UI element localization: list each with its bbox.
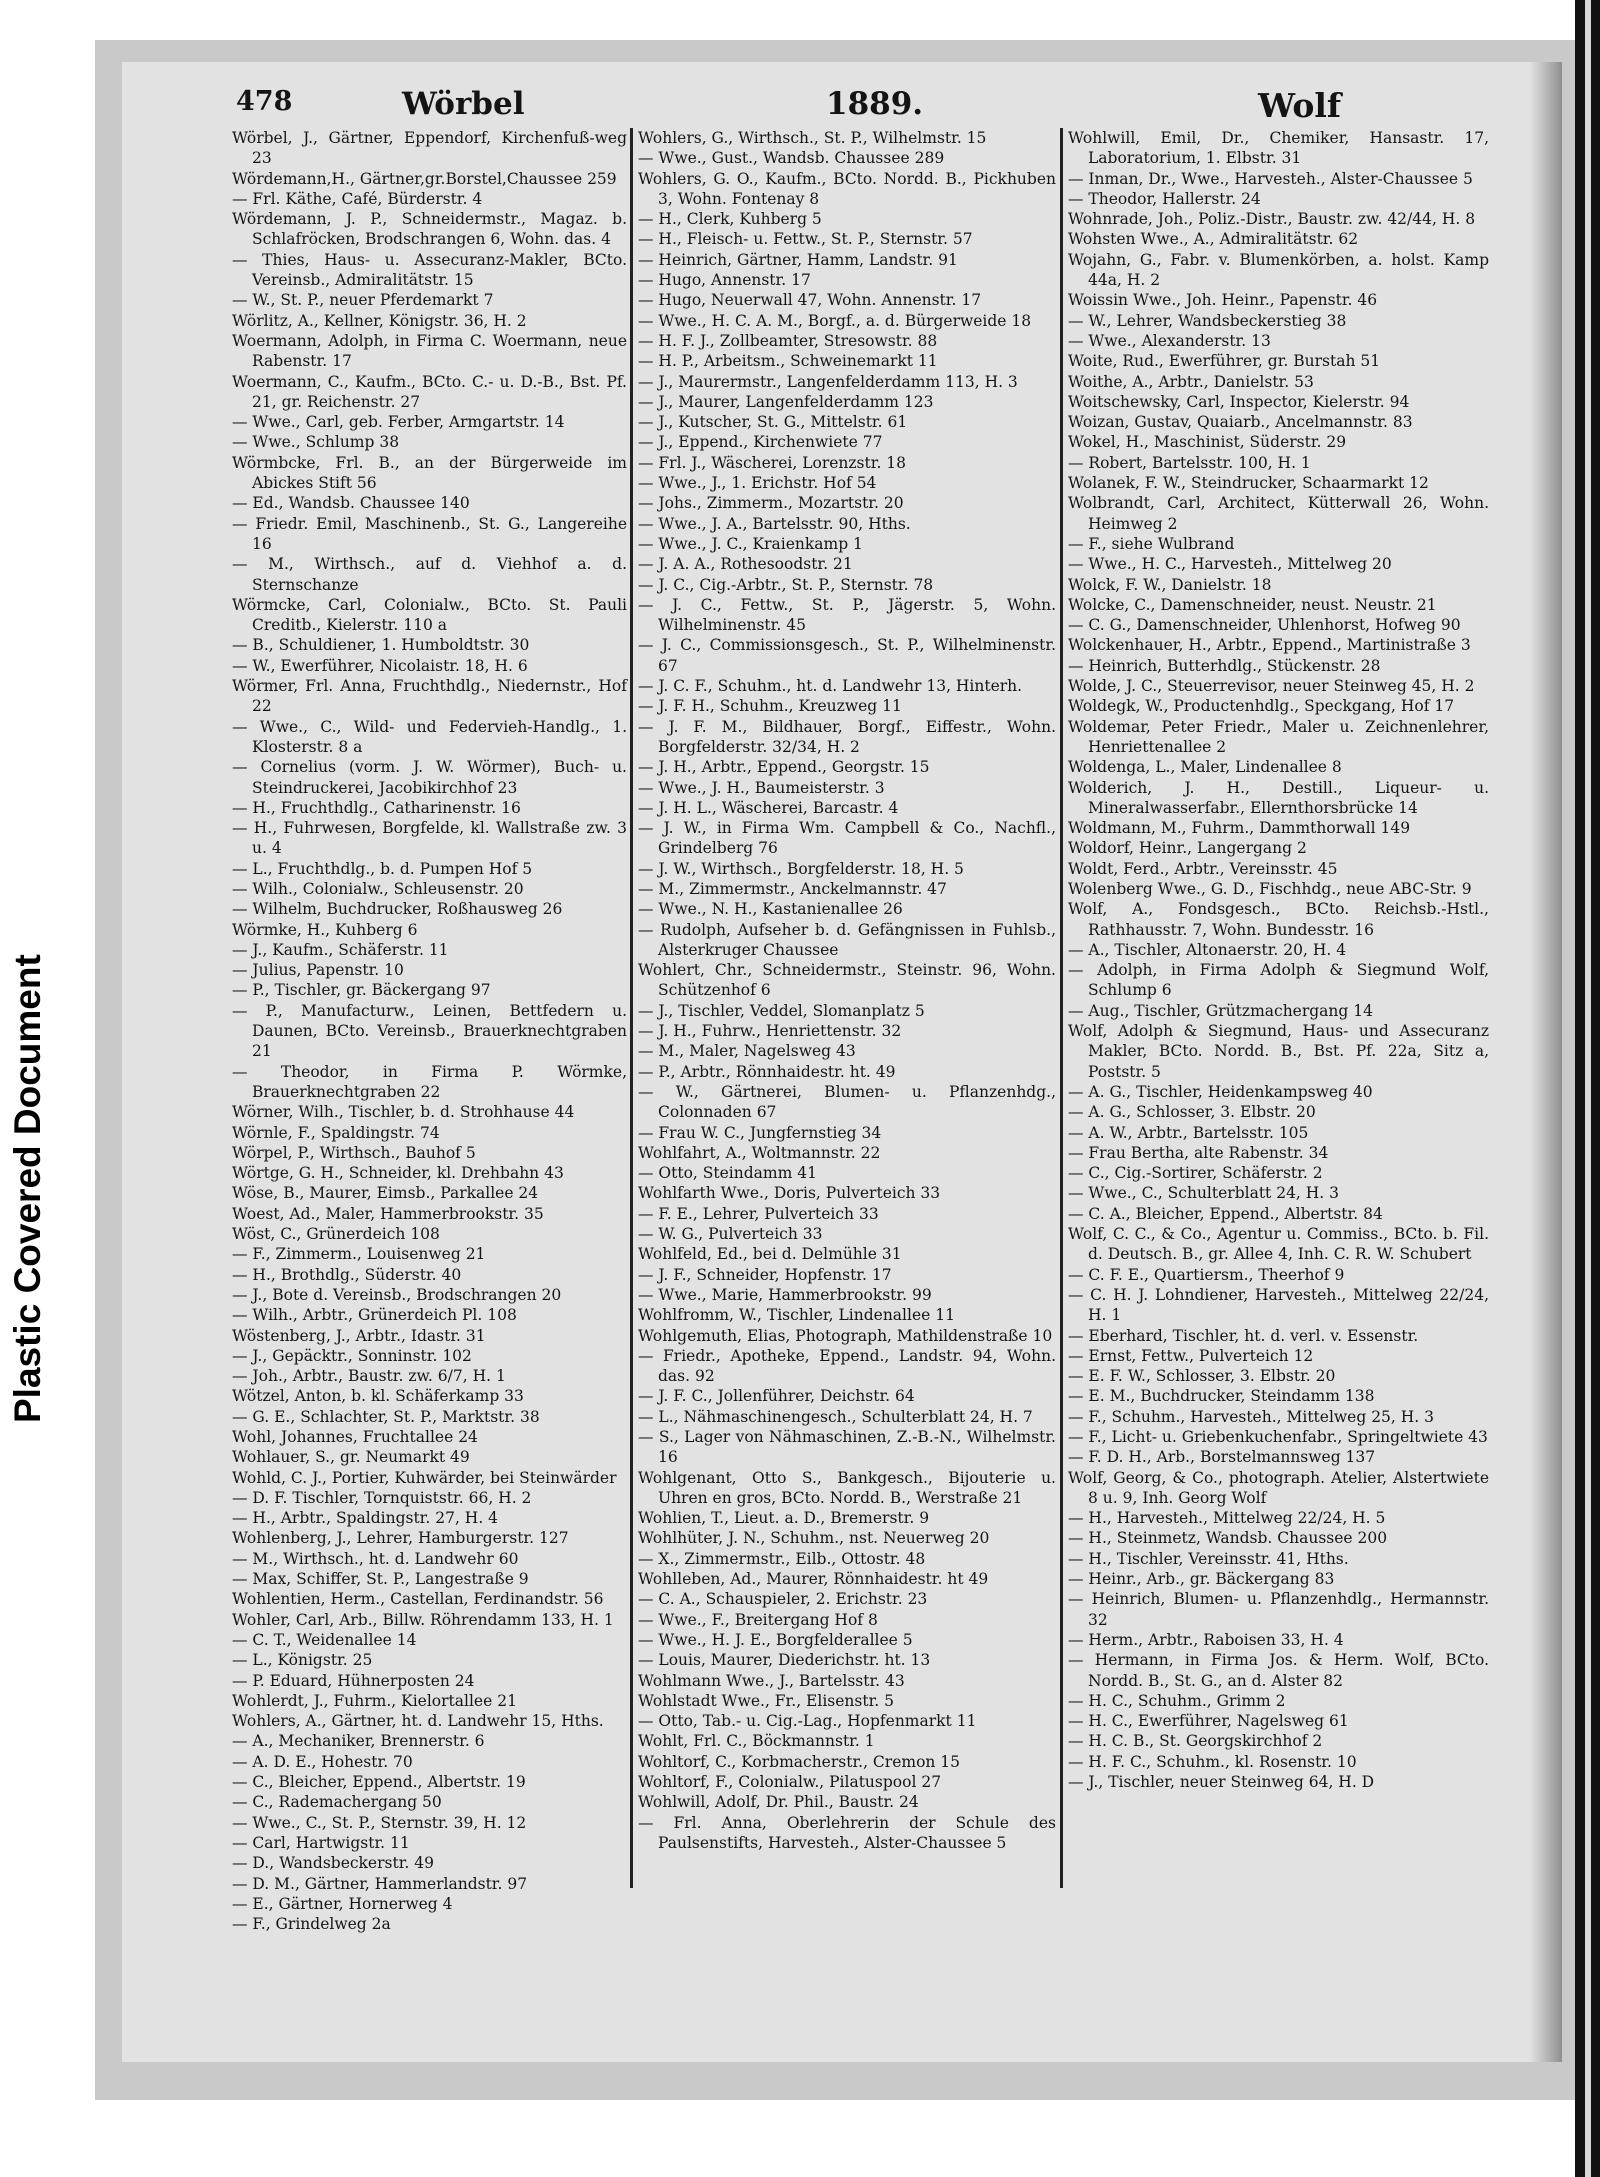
directory-entry: Woermann, Adolph, in Firma C. Woermann, neue Rabenstr. 17 — [232, 331, 627, 371]
directory-entry: — Friedr. Emil, Maschinenb., St. G., Langereihe 16 — [232, 514, 627, 553]
directory-entry: — Julius, Papenstr. 10 — [232, 961, 404, 980]
directory-entry: — Thies, Haus- u. Assecuranz-Makler, BCto. Vereinsb., Admiralitätstr. 15 — [232, 250, 627, 290]
directory-entry: — Wwe., J. H., Baumeisterstr. 3 — [638, 778, 885, 797]
directory-entry: — A. G., Tischler, Heidenkampsweg 40 — [1068, 1082, 1373, 1101]
directory-entry: — A., Tischler, Altonaerstr. 20, H. 4 — [1068, 940, 1347, 959]
directory-entry: Wohnrade, Joh., Poliz.-Distr., Baustr. zw. 42/44, H. 8 — [1068, 210, 1476, 229]
directory-entry: Wötzel, Anton, b. kl. Schäferkamp 33 — [232, 1387, 524, 1406]
directory-entry: — Carl, Hartwigstr. 11 — [232, 1833, 410, 1852]
directory-entry: Wolck, F. W., Danielstr. 18 — [1068, 575, 1272, 594]
directory-entry: — F., Zimmerm., Louisenweg 21 — [232, 1245, 486, 1264]
directory-entry: — H., Fuhrwesen, Borgfelde, kl. Wallstraße zw. 3 u. 4 — [232, 819, 627, 858]
directory-entry: — M., Wirthsch., ht. d. Landwehr 60 — [232, 1549, 519, 1568]
directory-entry: — Wwe., Marie, Hammerbrookstr. 99 — [638, 1285, 932, 1304]
directory-entry: — Louis, Maurer, Diederichstr. ht. 13 — [638, 1651, 931, 1670]
directory-entry: — X., Zimmermstr., Eilb., Ottostr. 48 — [638, 1549, 926, 1568]
directory-entry: — C. T., Weidenallee 14 — [232, 1630, 417, 1649]
directory-entry: — Wwe., J. C., Kraienkamp 1 — [638, 534, 863, 553]
directory-entry: — J. F. H., Schuhm., Kreuzweg 11 — [638, 697, 902, 716]
directory-entry: Wohlauer, S., gr. Neumarkt 49 — [232, 1448, 470, 1467]
directory-entry: — F. D. H., Arb., Borstelmannsweg 137 — [1068, 1448, 1376, 1467]
directory-entry: — H., Steinmetz, Wandsb. Chaussee 200 — [1068, 1529, 1388, 1548]
directory-entry: — J. C., Fettw., St. P., Jägerstr. 5, Wohn. Wilhelminenstr. 45 — [638, 595, 1056, 635]
directory-entry: — C. A., Bleicher, Eppend., Albertstr. 84 — [1068, 1204, 1383, 1223]
directory-entry: Wörbel, J., Gärtner, Eppendorf, Kirchenfuß-weg 23 — [232, 129, 627, 168]
directory-entry: — W., Lehrer, Wandsbeckerstieg 38 — [1068, 311, 1347, 330]
directory-entry: Wolf, C. C., & Co., Agentur u. Commiss., BCto. b. Fil. d. Deutsch. B., gr. Allee 4, Inh. C. R. W. Schubert — [1068, 1225, 1489, 1264]
directory-entry: — J., Tischler, neuer Steinweg 64, H. D — [1068, 1773, 1375, 1792]
side-label: Plastic Covered Document — [7, 954, 48, 1423]
directory-entry: — H., Fleisch- u. Fettw., St. P., Sternstr. 57 — [638, 230, 973, 249]
directory-entry: — Frl. Anna, Oberlehrerin der Schule des Paulsenstifts, Harvesteh., Alster-Chaussee 5 — [638, 1813, 1056, 1852]
directory-entry: — P. Eduard, Hühnerposten 24 — [232, 1671, 475, 1690]
directory-entry: — J. F. C., Jollenführer, Deichstr. 64 — [638, 1387, 915, 1406]
directory-entry: — Cornelius (vorm. J. W. Wörmer), Buch- u. Steindruckerei, Jacobikirchhof 23 — [232, 758, 627, 797]
directory-entry: — Otto, Tab.- u. Cig.-Lag., Hopfenmarkt 11 — [638, 1712, 977, 1731]
directory-entry: — J., Bote d. Vereinsb., Brodschrangen 20 — [232, 1285, 562, 1304]
directory-entry: Wolderich, J. H., Destill., Liqueur- u. Mineralwasserfabr., Ellernthorsbrücke 14 — [1068, 778, 1489, 817]
directory-entry: — Wwe., C., Wild- und Federvieh-Handlg., 1. Klosterstr. 8 a — [232, 717, 627, 756]
directory-entry: — M., Maler, Nagelsweg 43 — [638, 1042, 856, 1061]
directory-entry: Wohlleben, Ad., Maurer, Rönnhaidestr. ht 49 — [638, 1570, 989, 1589]
directory-entry: — Wilh., Colonialw., Schleusenstr. 20 — [232, 879, 524, 898]
directory-entry: — Wwe., C., Schulterblatt 24, H. 3 — [1068, 1184, 1340, 1203]
directory-entry: — Herm., Arbtr., Raboisen 33, H. 4 — [1068, 1630, 1344, 1649]
directory-entry: Woermann, C., Kaufm., BCto. C.- u. D.-B., Bst. Pf. 21, gr. Reichenstr. 27 — [232, 372, 627, 411]
directory-entry: Wohlfahrt, A., Woltmannstr. 22 — [638, 1143, 881, 1162]
directory-column-3 — [1068, 128, 1489, 1908]
directory-entry: Wohl, Johannes, Fruchtallee 24 — [232, 1428, 478, 1446]
directory-entry: — G. E., Schlachter, St. P., Marktstr. 38 — [232, 1407, 540, 1426]
directory-entry: — Wwe., H. C. A. M., Borgf., a. d. Bürgerweide 18 — [638, 311, 1032, 330]
directory-entry: — C. A., Schauspieler, 2. Erichstr. 23 — [638, 1590, 928, 1609]
directory-entry: — H. C., Schuhm., Grimm 2 — [1068, 1691, 1286, 1710]
directory-entry: — P., Tischler, gr. Bäckergang 97 — [232, 981, 491, 1000]
directory-entry: Wohlentien, Herm., Castellan, Ferdinandstr. 56 — [232, 1590, 604, 1609]
directory-entry: — A., Mechaniker, Brennerstr. 6 — [232, 1732, 485, 1751]
directory-entry: — E. F. W., Schlosser, 3. Elbstr. 20 — [1068, 1367, 1336, 1386]
directory-entry: Woldenga, L., Maler, Lindenallee 8 — [1068, 758, 1342, 777]
directory-entry: — Wilh., Arbtr., Grünerdeich Pl. 108 — [232, 1306, 517, 1325]
page-number: 478 — [236, 86, 293, 117]
directory-entry: Woldorf, Heinr., Langergang 2 — [1068, 839, 1307, 858]
directory-entry: — H., Harvesteh., Mittelweg 22/24, H. 5 — [1068, 1509, 1386, 1528]
directory-entry: — L., Königstr. 25 — [232, 1651, 373, 1670]
directory-entry: Wörtge, G. H., Schneider, kl. Drehbahn 43 — [232, 1164, 564, 1183]
directory-entry: — Joh., Arbtr., Baustr. zw. 6/7, H. 1 — [232, 1367, 506, 1386]
directory-entry: — Wwe., Gust., Wandsb. Chaussee 289 — [638, 149, 945, 168]
directory-entry: — J. C., Cig.-Arbtr., St. P., Sternstr. 78 — [638, 575, 934, 594]
directory-entry: Wohlmann Wwe., J., Bartelsstr. 43 — [638, 1671, 905, 1690]
directory-entry: Wolf, Adolph & Siegmund, Haus- und Assecuranz Makler, BCto. Nordd. B., Bst. Pf. 22a, Sitz a, Poststr. 5 — [1068, 1022, 1489, 1081]
directory-entry: — J. C., Commissionsgesch., St. P., Wilhelminenstr. 67 — [638, 636, 1056, 675]
directory-entry: — H., Arbtr., Spaldingstr. 27, H. 4 — [232, 1509, 499, 1528]
left-running-head: Wörbel — [402, 86, 525, 122]
directory-entry: — Wwe., J. A., Bartelsstr. 90, Hths. — [638, 514, 911, 533]
directory-entry: — P., Manufacturw., Leinen, Bettfedern u. Daunen, BCto. Vereinsb., Brauerknechtgraben 21 — [232, 1001, 627, 1061]
directory-entry: Wolckenhauer, H., Arbtr., Eppend., Martinistraße 3 — [1068, 636, 1471, 655]
directory-entry: Wolanek, F. W., Steindrucker, Schaarmarkt 12 — [1068, 474, 1429, 493]
directory-entry: — D., Wandsbeckerstr. 49 — [232, 1854, 434, 1873]
directory-entry: Wörmer, Frl. Anna, Fruchthdlg., Niedernstr., Hof 22 — [232, 677, 627, 716]
directory-entry: Woldemar, Peter Friedr., Maler u. Zeichnenlehrer, Henriettenallee 2 — [1068, 717, 1489, 756]
directory-entry: — Heinrich, Butterhdlg., Stückenstr. 28 — [1068, 656, 1381, 675]
column-rule-left — [630, 128, 633, 1888]
directory-entry: — L., Fruchthdlg., b. d. Pumpen Hof 5 — [232, 859, 533, 878]
directory-entry: — S., Lager von Nähmaschinen, Z.-B.-N., Wilhelmstr. 16 — [638, 1428, 1056, 1467]
directory-entry: Wolenberg Wwe., G. D., Fischhdg., neue ABC-Str. 9 — [1068, 879, 1472, 898]
directory-entry: — W., St. P., neuer Pferdemarkt 7 — [232, 291, 494, 310]
directory-entry: — B., Schuldiener, 1. Humboldtstr. 30 — [232, 636, 530, 655]
directory-entry: — W., Ewerführer, Nicolaistr. 18, H. 6 — [232, 656, 528, 675]
directory-entry: — Frau W. C., Jungfernstieg 34 — [638, 1123, 882, 1142]
directory-entry: — Eberhard, Tischler, ht. d. verl. v. Essenstr. — [1068, 1326, 1419, 1345]
directory-entry: Wohlt, Frl. C., Böckmannstr. 1 — [638, 1732, 875, 1751]
directory-entry: — Max, Schiffer, St. P., Langestraße 9 — [232, 1570, 529, 1589]
directory-entry: — Wilhelm, Buchdrucker, Roßhausweg 26 — [232, 900, 563, 919]
directory-entry: — H., Fruchthdlg., Catharinenstr. 16 — [232, 798, 521, 817]
directory-entry: — J. C. F., Schuhm., ht. d. Landwehr 13, Hinterh. — [638, 677, 1023, 696]
directory-entry: Wohlgemuth, Elias, Photograph, Mathildenstraße 10 — [638, 1326, 1053, 1345]
directory-entry: Wörpel, P., Wirthsch., Bauhof 5 — [232, 1143, 476, 1162]
directory-entry: — F., Schuhm., Harvesteh., Mittelweg 25, H. 3 — [1068, 1407, 1435, 1426]
directory-entry: Wolf, Georg, & Co., photograph. Atelier, Alstertwiete 8 u. 9, Inh. Georg Wolf — [1068, 1468, 1489, 1507]
directory-entry: — C., Rademachergang 50 — [232, 1793, 442, 1812]
directory-entry: — J., Eppend., Kirchenwiete 77 — [638, 433, 883, 452]
directory-entry: — Friedr., Apotheke, Eppend., Landstr. 94, Wohn. das. 92 — [638, 1346, 1056, 1386]
directory-entry: — J. H., Arbtr., Eppend., Georgstr. 15 — [638, 758, 930, 777]
directory-entry: — J., Maurer, Langenfelderdamm 123 — [638, 392, 934, 411]
directory-entry: — Rudolph, Aufseher b. d. Gefängnissen in Fuhlsb., Alsterkruger Chaussee — [638, 920, 1056, 959]
directory-entry: — J. W., Wirthsch., Borgfelderstr. 18, H. 5 — [638, 859, 964, 878]
directory-entry: — Frau Bertha, alte Rabenstr. 34 — [1068, 1143, 1329, 1162]
directory-entry: — C. F. E., Quartiersm., Theerhof 9 — [1068, 1265, 1345, 1284]
directory-entry: — J., Gepäcktr., Sonninstr. 102 — [232, 1346, 472, 1365]
directory-entry: — C. G., Damenschneider, Uhlenhorst, Hofweg 90 — [1068, 616, 1461, 635]
directory-entry: — Wwe., Schlump 38 — [232, 433, 400, 452]
page-edge-shadow — [1530, 62, 1562, 2062]
directory-entry: Wörmcke, Carl, Colonialw., BCto. St. Pauli Creditb., Kielerstr. 110 a — [232, 595, 627, 635]
directory-entry: — J. F., Schneider, Hopfenstr. 17 — [638, 1265, 892, 1284]
directory-entry: — Heinrich, Blumen- u. Pflanzenhdlg., Hermannstr. 32 — [1068, 1590, 1489, 1629]
directory-entry: — Wwe., F., Breitergang Hof 8 — [638, 1610, 878, 1629]
directory-entry: — Wwe., H. J. E., Borgfelderallee 5 — [638, 1630, 913, 1649]
directory-entry: Woizan, Gustav, Quaiarb., Ancelmannstr. 83 — [1068, 413, 1413, 432]
directory-entry: Woite, Rud., Ewerführer, gr. Burstah 51 — [1068, 352, 1381, 371]
directory-entry: Wohlfarth Wwe., Doris, Pulverteich 33 — [638, 1184, 941, 1203]
directory-entry: — Aug., Tischler, Grützmachergang 14 — [1068, 1001, 1373, 1020]
directory-entry: — E. M., Buchdrucker, Steindamm 138 — [1068, 1387, 1375, 1406]
directory-entry: Wohler, Carl, Arb., Billw. Röhrendamm 133, H. 1 — [232, 1610, 614, 1629]
directory-entry: Wörner, Wilh., Tischler, b. d. Strohhause 44 — [232, 1103, 575, 1122]
directory-entry: Woest, Ad., Maler, Hammerbrookstr. 35 — [232, 1204, 544, 1223]
directory-entry: Wohlenberg, J., Lehrer, Hamburgerstr. 127 — [232, 1529, 569, 1548]
directory-entry: — H., Brothdlg., Süderstr. 40 — [232, 1265, 462, 1284]
directory-entry: Wohlfeld, Ed., bei d. Delmühle 31 — [638, 1245, 902, 1264]
directory-entry: Wöstenberg, J., Arbtr., Idastr. 31 — [232, 1326, 486, 1345]
directory-entry: Woldt, Ferd., Arbtr., Vereinsstr. 45 — [1068, 859, 1338, 878]
directory-entry: Wohlhüter, J. N., Schuhm., nst. Neuerweg 20 — [638, 1529, 990, 1548]
directory-entry: — J. W., in Firma Wm. Campbell & Co., Nachfl., Grindelberg 76 — [638, 819, 1056, 858]
directory-entry: — Wwe., N. H., Kastanienallee 26 — [638, 900, 903, 919]
directory-entry: — Wwe., Carl, geb. Ferber, Armgartstr. 14 — [232, 413, 565, 432]
directory-entry: Wohlwill, Adolf, Dr. Phil., Baustr. 24 — [638, 1793, 919, 1812]
directory-entry: Woissin Wwe., Joh. Heinr., Papenstr. 46 — [1068, 291, 1378, 310]
column-rule-right — [1060, 128, 1063, 1888]
directory-entry: Wohld, C. J., Portier, Kuhwärder, bei Steinwärder — [232, 1468, 617, 1487]
directory-entry: Woitschewsky, Carl, Inspector, Kielerstr. 94 — [1068, 392, 1410, 411]
directory-entry: — H. P., Arbeitsm., Schweinemarkt 11 — [638, 352, 938, 371]
directory-column-1 — [232, 128, 627, 1934]
directory-entry: — Heinrich, Gärtner, Hamm, Landstr. 91 — [638, 250, 958, 269]
directory-entry: — Wwe., H. C., Harvesteh., Mittelweg 20 — [1068, 555, 1392, 574]
directory-entry: — H., Tischler, Vereinsstr. 41, Hths. — [1068, 1549, 1349, 1568]
directory-entry: Woldegk, W., Productenhdlg., Speckgang, Hof 17 — [1068, 697, 1455, 716]
directory-entry: Wörmke, H., Kuhberg 6 — [232, 920, 418, 939]
directory-entry: — E., Gärtner, Hornerweg 4 — [232, 1894, 453, 1913]
directory-entry: Wördemann, J. P., Schneidermstr., Magaz. b. Schlafröcken, Brodschrangen 6, Wohn. das. 4 — [232, 210, 627, 249]
directory-entry: — Hugo, Neuerwall 47, Wohn. Annenstr. 17 — [638, 291, 982, 310]
directory-entry: — Otto, Steindamm 41 — [638, 1164, 817, 1183]
directory-entry: — Hermann, in Firma Jos. & Herm. Wolf, BCto. Nordd. B., St. G., an d. Alster 82 — [1068, 1651, 1489, 1690]
directory-entry: — Inman, Dr., Wwe., Harvesteh., Alster-Chaussee 5 — [1068, 169, 1473, 188]
directory-entry: Woldmann, M., Fuhrm., Dammthorwall 149 — [1068, 819, 1411, 838]
directory-entry: — A. D. E., Hohestr. 70 — [232, 1752, 413, 1771]
directory-entry: — Wwe., C., St. P., Sternstr. 39, H. 12 — [232, 1813, 527, 1832]
directory-entry: Wohlers, A., Gärtner, ht. d. Landwehr 15, Hths. — [232, 1712, 604, 1731]
directory-entry: — J., Kutscher, St. G., Mittelstr. 61 — [638, 413, 908, 432]
directory-entry: Wörnle, F., Spaldingstr. 74 — [232, 1123, 440, 1142]
scan-edge-highlight — [1585, 0, 1591, 2177]
directory-entry: — D. F. Tischler, Tornquiststr. 66, H. 2 — [232, 1488, 532, 1507]
directory-entry: — Wwe., Alexanderstr. 13 — [1068, 331, 1271, 350]
directory-entry: — M., Wirthsch., auf d. Viehhof a. d. Sternschanze — [232, 555, 627, 594]
directory-entry: — J., Kaufm., Schäferstr. 11 — [232, 940, 449, 959]
directory-entry: — F., Licht- u. Griebenkuchenfabr., Springeltwiete 43 — [1068, 1428, 1488, 1446]
directory-entry: Wohsten Wwe., A., Admiralitätstr. 62 — [1068, 230, 1359, 249]
directory-entry: Wolde, J. C., Steuerrevisor, neuer Steinweg 45, H. 2 — [1068, 677, 1475, 696]
directory-entry: Wolcke, C., Damenschneider, neust. Neustr. 21 — [1068, 595, 1437, 614]
directory-entry: Wohlers, G., Wirthsch., St. P., Wilhelmstr. 15 — [638, 129, 987, 147]
directory-entry: — C. H. J. Lohndiener, Harvesteh., Mittelweg 22/24, H. 1 — [1068, 1285, 1489, 1325]
directory-entry: — Ernst, Fettw., Pulverteich 12 — [1068, 1346, 1314, 1365]
right-running-head: Wolf — [1258, 86, 1342, 125]
directory-entry: Wohlwill, Emil, Dr., Chemiker, Hansastr. 17, Laboratorium, 1. Elbstr. 31 — [1068, 129, 1489, 168]
directory-entry: — Theodor, Hallerstr. 24 — [1068, 189, 1261, 208]
directory-entry: Wolf, A., Fondsgesch., BCto. Reichsb.-Hstl., Rathhausstr. 7, Wohn. Bundesstr. 16 — [1068, 900, 1489, 939]
directory-entry: Wojahn, G., Fabr. v. Blumenkörben, a. holst. Kamp 44a, H. 2 — [1068, 250, 1489, 290]
directory-entry: — H. F. J., Zollbeamter, Stresowstr. 88 — [638, 331, 938, 350]
directory-entry: — F., siehe Wulbrand — [1068, 534, 1235, 553]
directory-entry: — Wwe., J., 1. Erichstr. Hof 54 — [638, 474, 877, 493]
directory-entry: — Frl. Käthe, Café, Bürderstr. 4 — [232, 189, 483, 208]
directory-entry: — C., Cig.-Sortirer, Schäferstr. 2 — [1068, 1164, 1323, 1183]
directory-entry: — H. C. B., St. Georgskirchhof 2 — [1068, 1732, 1323, 1751]
directory-entry: Wörlitz, A., Kellner, Königstr. 36, H. 2 — [232, 311, 527, 330]
directory-entry: — Frl. J., Wäscherei, Lorenzstr. 18 — [638, 453, 907, 472]
directory-entry: Wohlert, Chr., Schneidermstr., Steinstr. 96, Wohn. Schützenhof 6 — [638, 961, 1056, 1000]
directory-entry: Wohlerdt, J., Fuhrm., Kielortallee 21 — [232, 1691, 517, 1710]
directory-entry: — F., Grindelweg 2a — [232, 1915, 391, 1934]
directory-column-2 — [638, 128, 1056, 1908]
directory-entry: — Adolph, in Firma Adolph & Siegmund Wolf, Schlump 6 — [1068, 961, 1489, 1000]
directory-entry: — D. M., Gärtner, Hammerlandstr. 97 — [232, 1874, 528, 1893]
directory-entry: Wohlien, T., Lieut. a. D., Bremerstr. 9 — [638, 1509, 930, 1528]
directory-entry: — J., Maurermstr., Langenfelderdamm 113, H. 3 — [638, 372, 1018, 391]
directory-entry: Wokel, H., Maschinist, Süderstr. 29 — [1068, 433, 1347, 452]
directory-entry: Wohlstadt Wwe., Fr., Elisenstr. 5 — [638, 1691, 894, 1710]
directory-entry: — Theodor, in Firma P. Wörmke, Brauerknechtgraben 22 — [232, 1062, 627, 1101]
directory-entry: — C., Bleicher, Eppend., Albertstr. 19 — [232, 1773, 526, 1792]
directory-entry: — J. A. A., Rothesoodstr. 21 — [638, 555, 853, 574]
directory-entry: — A. W., Arbtr., Bartelsstr. 105 — [1068, 1123, 1309, 1142]
directory-entry: Wohlgenant, Otto S., Bankgesch., Bijouterie u. Uhren en gros, BCto. Nordd. B., Werstraße 21 — [638, 1468, 1056, 1507]
directory-entry: Wohlfromm, W., Tischler, Lindenallee 11 — [638, 1306, 955, 1325]
directory-entry: — H. F. C., Schuhm., kl. Rosenstr. 10 — [1068, 1752, 1357, 1771]
directory-entry: — Heinr., Arb., gr. Bäckergang 83 — [1068, 1570, 1335, 1589]
directory-entry: Wördemann,H., Gärtner,gr.Borstel,Chaussee 259 — [232, 169, 617, 188]
directory-entry: — H. C., Ewerführer, Nagelsweg 61 — [1068, 1712, 1349, 1731]
directory-entry: — F. E., Lehrer, Pulverteich 33 — [638, 1204, 879, 1223]
directory-entry: — L., Nähmaschinengesch., Schulterblatt 24, H. 7 — [638, 1407, 1033, 1426]
directory-entry: Wörmbcke, Frl. B., an der Bürgerweide im Abickes Stift 56 — [232, 453, 627, 493]
directory-entry: Wohltorf, C., Korbmacherstr., Cremon 15 — [638, 1752, 961, 1771]
directory-entry: — J. H., Fuhrw., Henriettenstr. 32 — [638, 1022, 902, 1041]
directory-entry: — P., Arbtr., Rönnhaidestr. ht. 49 — [638, 1062, 896, 1081]
directory-entry: — J., Tischler, Veddel, Slomanplatz 5 — [638, 1001, 925, 1020]
directory-entry: — Ed., Wandsb. Chaussee 140 — [232, 494, 470, 513]
directory-entry: Wohltorf, F., Colonialw., Pilatuspool 27 — [638, 1773, 942, 1792]
directory-entry: — W. G., Pulverteich 33 — [638, 1225, 823, 1244]
directory-entry: Woithe, A., Arbtr., Danielstr. 53 — [1068, 372, 1314, 391]
directory-entry: Wöse, B., Maurer, Eimsb., Parkallee 24 — [232, 1184, 539, 1203]
directory-entry: — H., Clerk, Kuhberg 5 — [638, 210, 822, 229]
directory-entry: — Johs., Zimmerm., Mozartstr. 20 — [638, 494, 904, 513]
directory-entry: — J. F. M., Bildhauer, Borgf., Eiffestr., Wohn. Borgfelderstr. 32/34, H. 2 — [638, 717, 1056, 756]
directory-entry: — Robert, Bartelsstr. 100, H. 1 — [1068, 453, 1311, 472]
directory-entry: — M., Zimmermstr., Anckelmannstr. 47 — [638, 879, 947, 898]
directory-entry: — W., Gärtnerei, Blumen- u. Pflanzenhdg., Colonnaden 67 — [638, 1082, 1056, 1122]
directory-entry: Wohlers, G. O., Kaufm., BCto. Nordd. B., Pickhuben 3, Wohn. Fontenay 8 — [638, 169, 1056, 208]
directory-entry: Wolbrandt, Carl, Architect, Kütterwall 26, Wohn. Heimweg 2 — [1068, 494, 1489, 533]
directory-entry: Wöst, C., Grünerdeich 108 — [232, 1225, 440, 1244]
directory-entry: — A. G., Schlosser, 3. Elbstr. 20 — [1068, 1103, 1316, 1122]
page-year: 1889. — [826, 86, 924, 122]
directory-entry: — Hugo, Annenstr. 17 — [638, 271, 811, 290]
directory-entry: — J. H. L., Wäscherei, Barcastr. 4 — [638, 798, 899, 817]
